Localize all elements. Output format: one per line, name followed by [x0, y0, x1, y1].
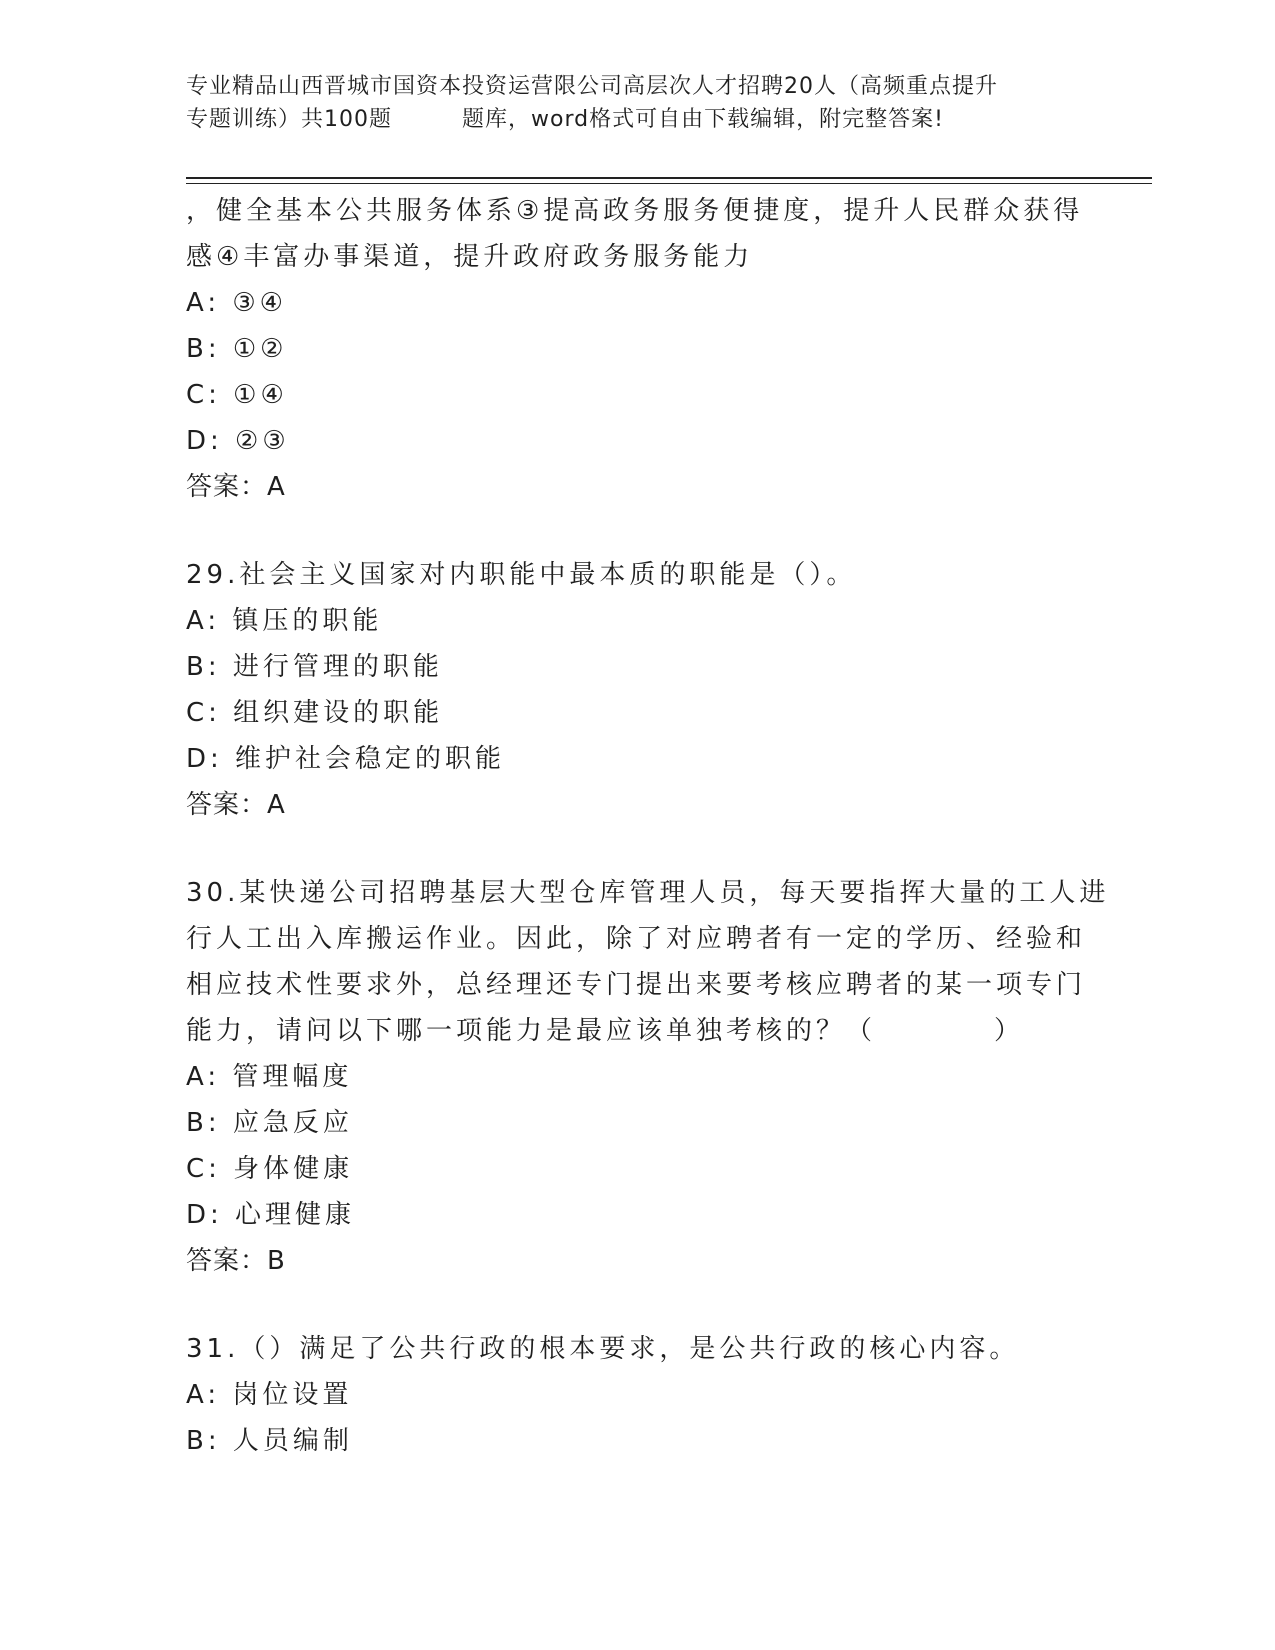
option-b: B: 进行管理的职能 — [186, 652, 443, 682]
question-stem: ，健全基本公共服务体系③提高政务服务便捷度，提升人民群众获得 — [186, 196, 1084, 226]
question-30 — [186, 870, 1110, 1284]
option-d: D: ②③ — [186, 426, 290, 456]
answer: 答案：B — [186, 1246, 286, 1276]
header-line-1: 专业精品山西晋城市国资本投资运营限公司高层次人才招聘20人（高频重点提升 — [186, 74, 998, 99]
option-a: A: ③④ — [186, 288, 287, 318]
header-divider-thin — [186, 183, 1152, 184]
header-divider-thick — [186, 177, 1152, 179]
question-list — [186, 188, 1110, 1464]
question-stem: 行人工出入库搬运作业。因此，除了对应聘者有一定的学历、经验和 — [186, 924, 1087, 954]
question-stem: 31.（）满足了公共行政的根本要求，是公共行政的核心内容。 — [186, 1334, 1020, 1364]
document-header — [186, 70, 1086, 136]
answer: 答案：A — [186, 472, 286, 502]
option-c: C: ①④ — [186, 380, 288, 410]
option-b: B: 应急反应 — [186, 1108, 353, 1138]
option-a: A: 管理幅度 — [186, 1062, 353, 1092]
header-line-2-part-2: 题库，word格式可自由下载编辑，附完整答案! — [462, 107, 944, 132]
question-29 — [186, 552, 1086, 828]
option-d: D: 维护社会稳定的职能 — [186, 744, 506, 774]
header-line-2 — [186, 103, 1086, 136]
question-stem — [186, 1008, 1086, 1054]
header-line-2-part-1: 专题训练）共100题 — [186, 107, 392, 132]
question-stem: 30.某快递公司招聘基层大型仓库管理人员，每天要指挥大量的工人进 — [186, 878, 1110, 908]
option-a: A: 镇压的职能 — [186, 606, 383, 636]
question-stem: 29.社会主义国家对内职能中最本质的职能是（）。 — [186, 560, 857, 590]
option-c: C: 身体健康 — [186, 1154, 354, 1184]
question-31 — [186, 1326, 1086, 1464]
option-c: C: 组织建设的职能 — [186, 698, 444, 728]
option-b: B: ①② — [186, 334, 288, 364]
question-stem-part: 能力，请问以下哪一项能力是最应该单独考核的？（ — [186, 1016, 877, 1046]
question-stem-part: ） — [994, 1016, 1025, 1046]
question-stem: 感④丰富办事渠道，提升政府政务服务能力 — [186, 242, 754, 272]
answer: 答案：A — [186, 790, 286, 820]
option-d: D: 心理健康 — [186, 1200, 356, 1230]
question-28 — [186, 188, 1086, 510]
option-b: B: 人员编制 — [186, 1426, 353, 1456]
question-stem: 相应技术性要求外，总经理还专门提出来要考核应聘者的某一项专门 — [186, 970, 1087, 1000]
option-a: A: 岗位设置 — [186, 1380, 353, 1410]
